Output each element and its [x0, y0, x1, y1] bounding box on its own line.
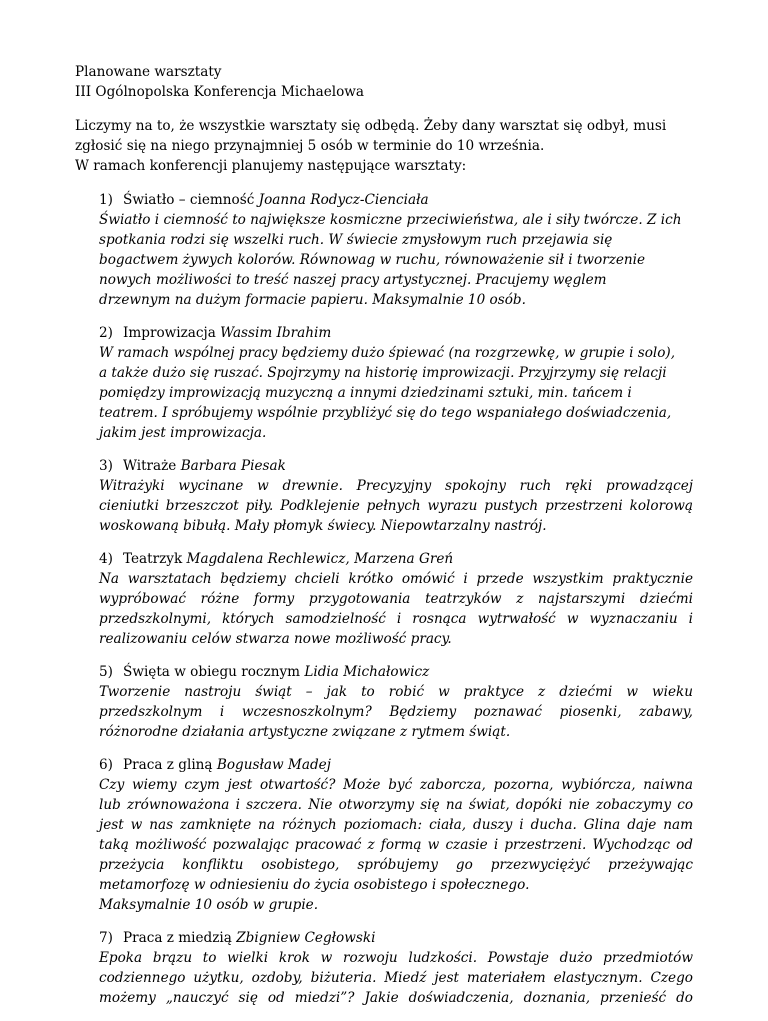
intro-paragraph: [75, 116, 693, 176]
workshop-title: [99, 755, 693, 775]
description-line: Na warsztatach będziemy chcieli krótko omówić i przede wszystkim praktycznie: [99, 571, 693, 587]
description-line: jakim jest improwizacja.: [99, 425, 267, 441]
description-line: pomiędzy improwizacją muzyczną a innymi dziedzinami sztuki, min. tańcem i: [99, 385, 632, 401]
description-line: codziennego użytku, ozdoby, biżuteria. Miedź jest materiałem elastycznym. Czego: [99, 970, 693, 986]
workshop-description: [99, 476, 693, 536]
workshop-name: Witraże: [123, 458, 177, 474]
workshop-name: Praca z gliną: [123, 757, 213, 773]
description-line: nowych możliwości to treść naszej pracy artystycznej. Pracujemy węglem: [99, 272, 607, 288]
document-header: [75, 62, 693, 102]
description-line: Światło i ciemność to największe kosmiczne przeciwieństwa, ale i siły twórcze. Z ich: [99, 212, 682, 228]
workshop-description: [99, 682, 693, 742]
description-line: taką możliwość pozwalając pracować z formą w czasie i przestrzeni. Wychodząc od: [99, 837, 693, 853]
workshop-name: Praca z miedzią: [123, 930, 232, 946]
workshop-name: Improwizacja: [123, 325, 216, 341]
workshop-leader: Barbara Piesak: [180, 458, 286, 474]
workshop-title: [99, 549, 693, 569]
description-line: przedszkolnym i wczesnoszkolnym? Będziemy poznawać piosenki, zabawy,: [99, 704, 693, 720]
description-line: a także dużo się ruszać. Spojrzymy na historię improwizacji. Przyjrzymy się relacji: [99, 365, 667, 381]
workshop-name: Teatrzyk: [123, 551, 183, 567]
header-title: Planowane warsztaty: [75, 64, 222, 80]
workshop-list: [75, 190, 693, 1008]
description-line: cieniutki brzeszczot piły. Podklejenie pełnych wyrazu pustych przestrzeni kolorową: [99, 498, 693, 514]
workshop-number: 3): [99, 458, 113, 474]
workshop-item: [99, 190, 693, 310]
workshop-title: [99, 190, 693, 210]
description-line: Maksymalnie 10 osób w grupie.: [99, 897, 319, 913]
workshop-title: [99, 456, 693, 476]
description-line: Epoka brązu to wielki krok w rozwoju ludzkości. Powstaje dużo przedmiotów: [99, 950, 693, 966]
workshop-item: [99, 755, 693, 915]
workshop-number: 7): [99, 930, 113, 946]
document-body: [75, 62, 693, 1021]
workshop-leader: Zbigniew Cegłowski: [236, 930, 376, 946]
workshop-description: [99, 775, 693, 915]
description-line: bogactwem żywych kolorów. Równowag w ruchu, równoważenie sił i tworzenie: [99, 252, 646, 268]
workshop-leader: Magdalena Rechlewicz, Marzena Greń: [186, 551, 454, 567]
description-line: W ramach wspólnej pracy będziemy dużo śpiewać (na rozgrzewkę, w grupie i solo),: [99, 345, 676, 361]
description-line: metamorfozę w odniesieniu do życia osobistego i społecznego.: [99, 877, 530, 893]
workshop-leader: Lidia Michałowicz: [304, 664, 430, 680]
workshop-item: [99, 549, 693, 649]
description-line: przedszkolnymi, których samodzielność i rosnąca wytrwałość w wyznaczaniu i: [99, 611, 693, 627]
description-line: możemy „nauczyć się od miedzi”? Jakie doświadczenia, doznania, przenieść do: [99, 990, 693, 1006]
description-line: lub zrównoważona i szczera. Nie otworzymy się na świat, dopóki nie zobaczymy co: [99, 797, 693, 813]
description-line: różnorodne działania artystyczne związane z rytmem świąt.: [99, 724, 511, 740]
workshop-title: [99, 928, 693, 948]
workshop-item: [99, 928, 693, 1008]
workshop-item: [99, 662, 693, 742]
workshop-name: Święta w obiegu rocznym: [123, 664, 301, 680]
workshop-description: [99, 343, 693, 443]
workshop-name: Światło – ciemność: [123, 192, 255, 208]
workshop-description: [99, 210, 693, 310]
intro-line: Liczymy na to, że wszystkie warsztaty się odbędą. Żeby dany warsztat się odbył, musi: [75, 118, 667, 134]
workshop-leader: Bogusław Madej: [216, 757, 331, 773]
description-line: spotkania rodzi się wszelki ruch. W świecie zmysłowym ruch przejawia się: [99, 232, 613, 248]
intro-line: W ramach konferencji planujemy następujące warsztaty:: [75, 158, 467, 174]
workshop-leader: Wassim Ibrahim: [220, 325, 332, 341]
description-line: drzewnym na dużym formacie papieru. Maksymalnie 10 osób.: [99, 292, 526, 308]
workshop-number: 6): [99, 757, 113, 773]
workshop-leader: Joanna Rodycz-Cienciała: [258, 192, 429, 208]
workshop-title: [99, 323, 693, 343]
description-line: realizowaniu celów stwarza nowe możliwość pracy.: [99, 631, 452, 647]
workshop-description: [99, 569, 693, 649]
workshop-title: [99, 662, 693, 682]
description-line: woskowaną bibułą. Mały płomyk świecy. Niepowtarzalny nastrój.: [99, 518, 547, 534]
workshop-number: 5): [99, 664, 113, 680]
workshop-number: 4): [99, 551, 113, 567]
workshop-description: [99, 948, 693, 1008]
workshop-number: 1): [99, 192, 113, 208]
description-line: Witrażyki wycinane w drewnie. Precyzyjny spokojny ruch ręki prowadzącej: [99, 478, 693, 494]
workshop-number: 2): [99, 325, 113, 341]
description-line: przeżycia konfliktu osobistego, spróbujemy go przezwyciężyć przeżywając: [99, 857, 693, 873]
header-subtitle: III Ogólnopolska Konferencja Michaelowa: [75, 84, 365, 100]
workshop-item: [99, 323, 693, 443]
intro-line: zgłosić się na niego przynajmniej 5 osób w terminie do 10 września.: [75, 138, 545, 154]
description-line: Czy wiemy czym jest otwartość? Może być zaborcza, pozorna, wybiórcza, naiwna: [99, 777, 693, 793]
description-line: Tworzenie nastroju świąt – jak to robić w praktyce z dziećmi w wieku: [99, 684, 693, 700]
description-line: jest w nas zamknięte na różnych poziomach: ciała, duszy i ducha. Glina daje nam: [99, 817, 693, 833]
description-line: wypróbować różne formy przygotowania teatrzyków z najstarszymi dziećmi: [99, 591, 693, 607]
description-line: teatrem. I spróbujemy wspólnie przybliżyć się do tego wspaniałego doświadczenia,: [99, 405, 672, 421]
workshop-item: [99, 456, 693, 536]
